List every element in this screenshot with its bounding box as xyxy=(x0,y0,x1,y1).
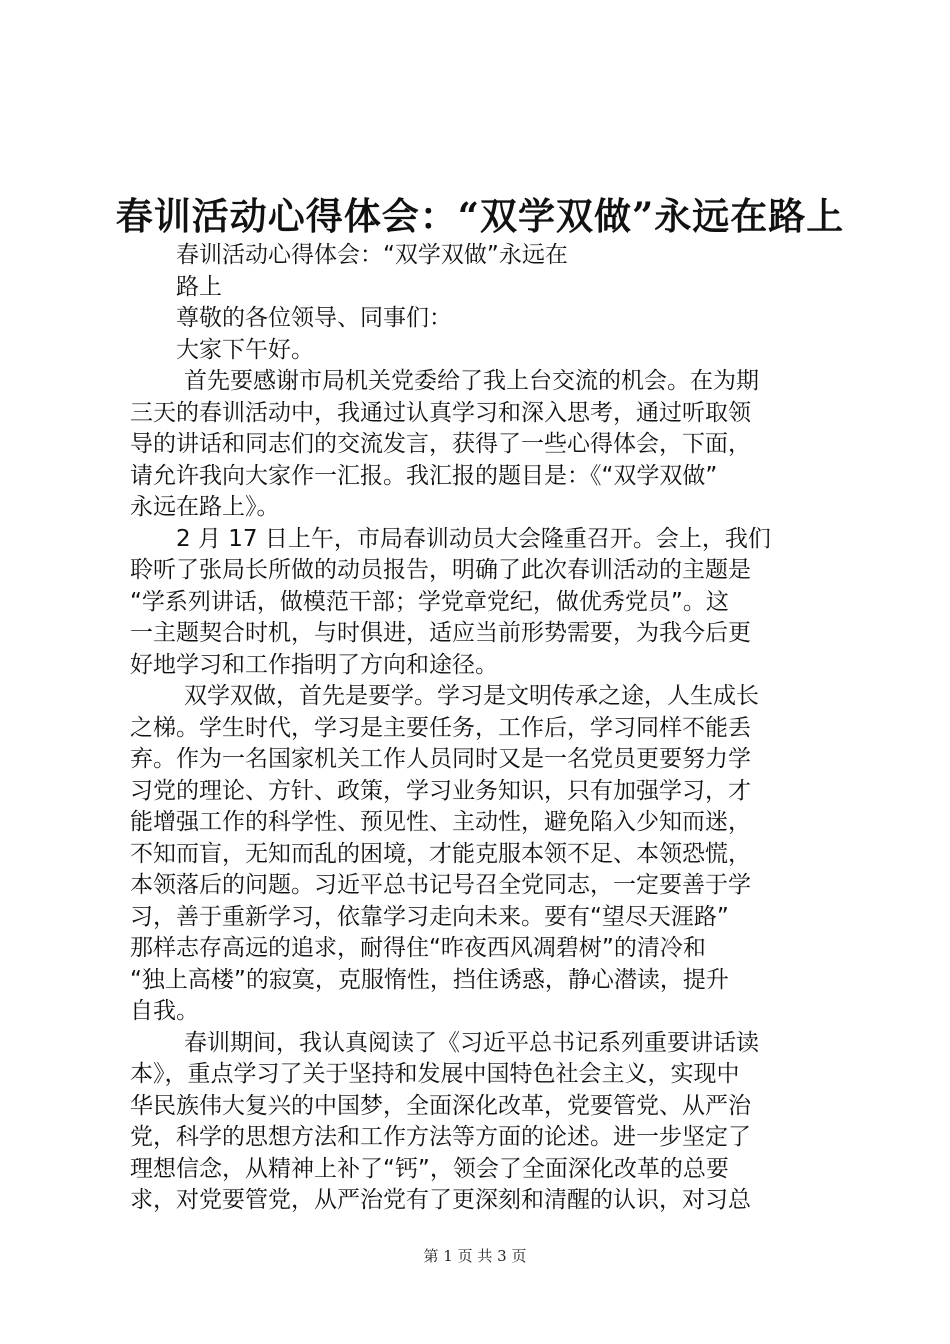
text-line: 永远在路上》。 xyxy=(130,494,280,520)
text-line: 一主题契合时机，与时俱进，适应当前形势需要，为我今后更 xyxy=(130,620,751,646)
text-line: 本领落后的问题。习近平总书记号召全党同志，一定要善于学 xyxy=(130,872,751,898)
text-line: 好地学习和工作指明了方向和途径。 xyxy=(130,651,498,678)
document-title: 春训活动心得体会：“双学双做”永远在路上 xyxy=(115,194,845,238)
text-line: 那样志存高远的追求，耐得住“昨夜西风凋碧树”的清冷和 xyxy=(130,935,706,961)
text-line: 不知而盲，无知而乱的困境，才能克服本领不足、本领恐慌， xyxy=(130,840,751,867)
text-line: 求，对党要管党，从严治党有了更深刻和清醒的认识，对习总 xyxy=(130,1187,751,1213)
document-body xyxy=(130,240,830,1217)
text-line: 自我。 xyxy=(130,998,199,1024)
text-line: “独上高楼”的寂寞，克服惰性，挡住诱惑，静心潜读，提升 xyxy=(130,966,729,993)
text-line: 2 月 17 日上午，市局春训动员大会隆重召开。会上，我们 xyxy=(176,525,771,552)
text-line: 本》，重点学习了关于坚持和发展中国特色社会主义，实现中 xyxy=(130,1061,740,1087)
text-line: 请允许我向大家作一汇报。我汇报的题目是：《“双学双做” xyxy=(130,462,718,489)
text-line: “学系列讲话，做模范干部；学党章党纪，做优秀党员”。这 xyxy=(130,588,729,615)
text-line: 聆听了张局长所做的动员报告，明确了此次春训活动的主题是 xyxy=(130,557,751,583)
text-line: 习党的理论、方针、政策，学习业务知识，只有加强学习，才 xyxy=(130,777,751,804)
text-line: 习，善于重新学习，依靠学习走向未来。要有“望尽天涯路” xyxy=(130,903,729,930)
text-line: 路上 xyxy=(176,273,222,300)
text-line: 之梯。学生时代，学习是主要任务，工作后，学习同样不能丢 xyxy=(130,714,751,741)
text-line: 尊敬的各位领导、同事们： xyxy=(176,305,452,331)
text-line: 党，科学的思想方法和工作方法等方面的论述。进一步坚定了 xyxy=(130,1124,751,1150)
text-line: 三天的春训活动中，我通过认真学习和深入思考，通过听取领 xyxy=(130,399,751,426)
text-line: 理想信念，从精神上补了“钙”，领会了全面深化改革的总要 xyxy=(130,1155,729,1182)
text-line: 大家下午好。 xyxy=(176,336,314,363)
text-line: 华民族伟大复兴的中国梦，全面深化改革，党要管党、从严治 xyxy=(130,1092,751,1119)
page-number-footer: 第 1 页 共 3 页 xyxy=(423,1247,527,1265)
text-line: 春训期间，我认真阅读了《习近平总书记系列重要讲话读 xyxy=(184,1029,759,1056)
text-line: 首先要感谢市局机关党委给了我上台交流的机会。在为期 xyxy=(184,368,759,394)
text-line: 能增强工作的科学性、预见性、主动性，避免陷入少知而迷， xyxy=(130,809,751,835)
text-line: 春训活动心得体会：“双学双做”永远在 xyxy=(176,242,568,268)
text-line: 弃。作为一名国家机关工作人员同时又是一名党员更要努力学 xyxy=(130,746,751,772)
text-line: 导的讲话和同志们的交流发言，获得了一些心得体会，下面， xyxy=(130,431,751,457)
text-line: 双学双做，首先是要学。学习是文明传承之途，人生成长 xyxy=(184,683,759,709)
